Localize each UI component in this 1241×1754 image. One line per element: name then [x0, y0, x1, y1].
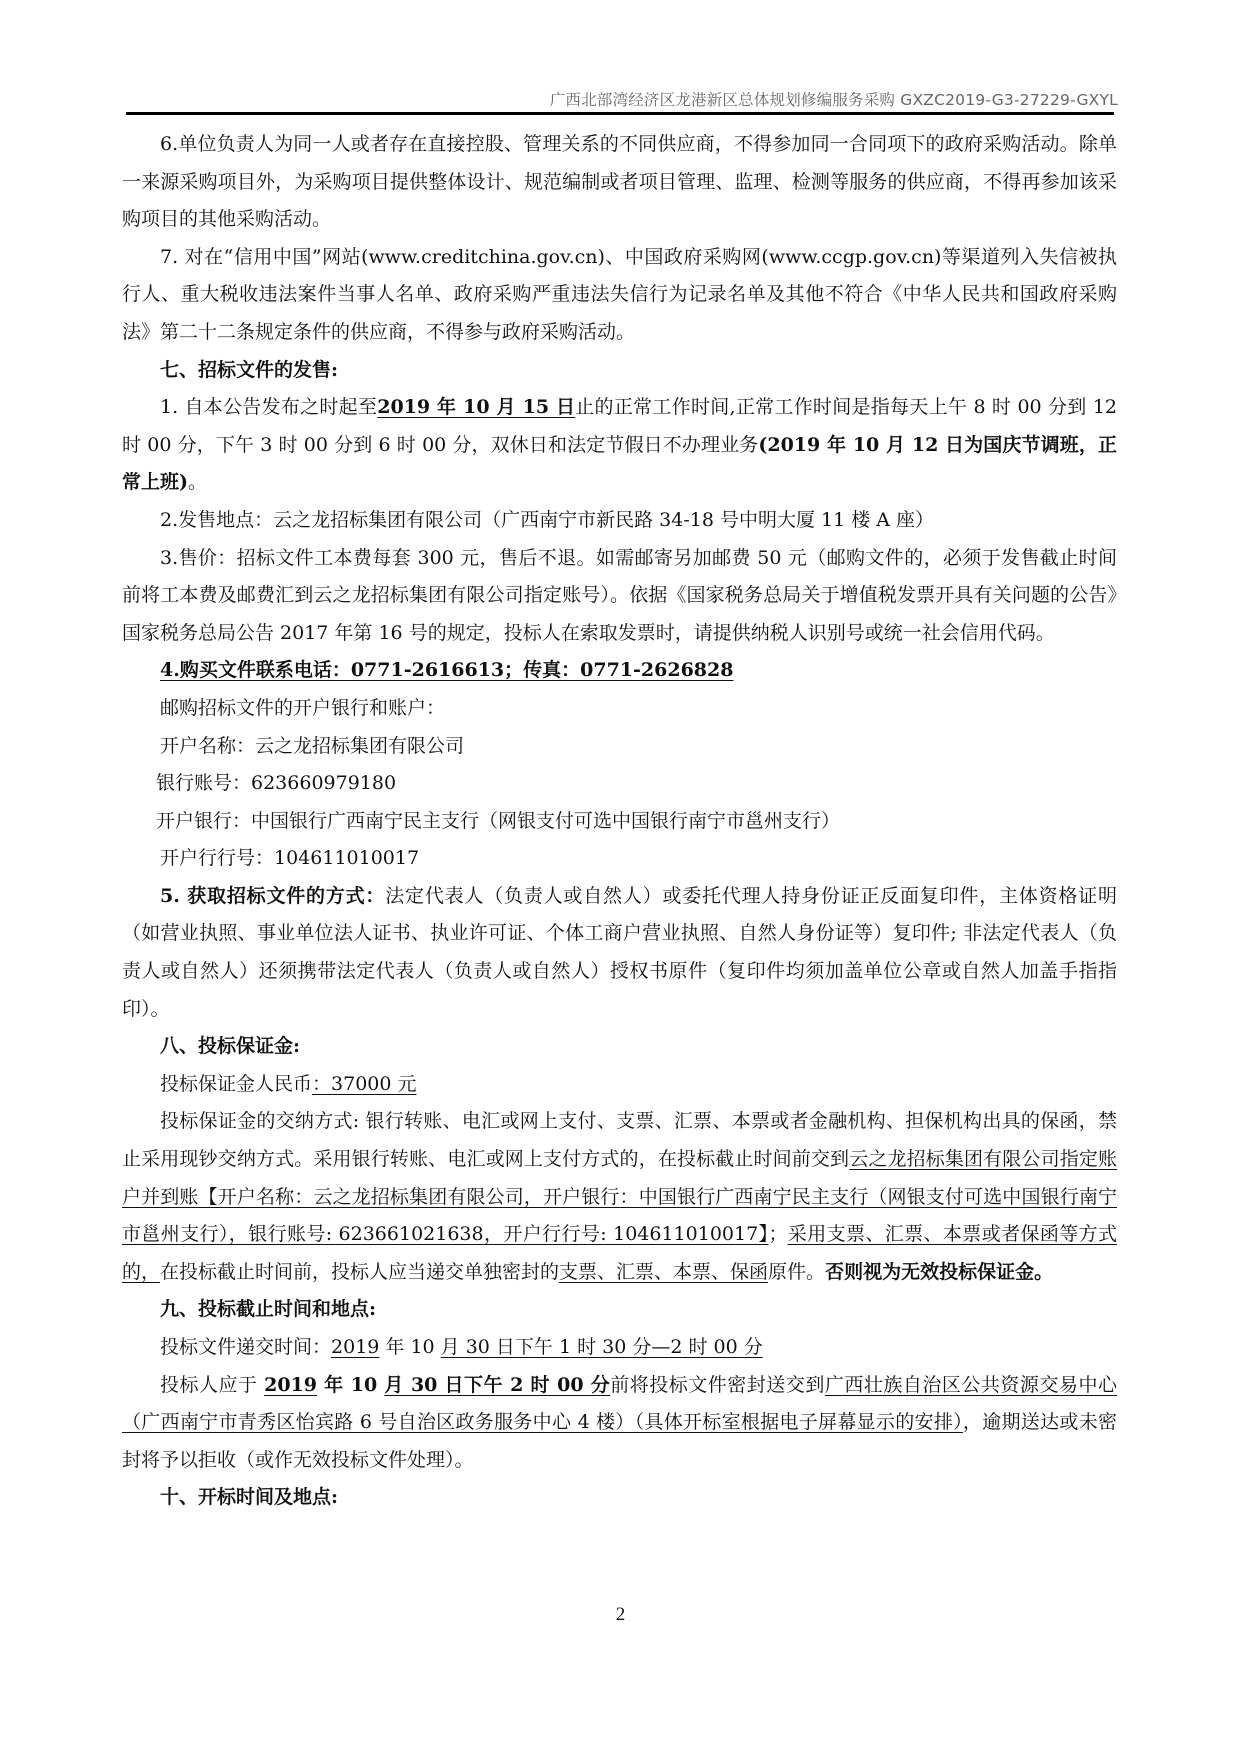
- deadline-location: 广西壮族自治区公共资源交易中心（广西南宁市青秀区怡宾路 6 号自治区政务服务中心 4 楼）（具体开标室根据电子屏幕显示的安排）: [122, 1373, 1117, 1434]
- deadline-year: 2019: [264, 1373, 317, 1396]
- account-number: 银行账号：623660979180: [156, 772, 397, 795]
- deposit-amount: [122, 1066, 1117, 1104]
- deadline-month: 年 10: [317, 1373, 385, 1396]
- mail-order-title: 邮购招标文件的开户银行和账户：: [160, 696, 446, 719]
- deadline-datetime: 月 30 日下午 2 时 00 分: [384, 1373, 611, 1396]
- deposit-text-a: 投标保证金的交纳方式: 银行转账、电汇或网上支付、支票、汇票、本票或者金融机构、担保机构出具的保函，禁止采用现钞交纳方式。采用银行转账、电汇或网上支付方式的，在投标截止时间前交到: [122, 1110, 1117, 1171]
- deposit-text-b: 在投标截止时间前，投标人应当递交单独密封的: [160, 1260, 560, 1283]
- deposit-text-c: 原件。: [768, 1260, 826, 1283]
- text-7-1-end: 。: [188, 471, 208, 494]
- deposit-payment-paragraph: [122, 1103, 1117, 1291]
- deposit-account-info: 云之龙招标集团有限公司指定账户并到账【开户名称：云之龙招标集团有限公司，开户银行：中国银行广西南宁民主支行（网银支付可选中国银行南宁市邕州支行），银行账号: 623661021638，开户行行号: 104611010017】: [122, 1148, 1117, 1246]
- deposit-invalid-warning: 否则视为无效投标保证金。: [825, 1260, 1054, 1283]
- paragraph-7-3: 3.售价：招标文件工本费每套 300 元，售后不退。如需邮寄另加邮费 50 元（邮购文件的，必须于发售截止时间前将工本费及邮费汇到云之龙招标集团有限公司指定账号）。依据《国家税务总局关于增值税发票开具有关问题的公告》国家税务总局公告 2017 年第 16 号的规定，投标人在索取发票时，请提供纳税人识别号或统一社会信用代码。: [122, 546, 1117, 644]
- paragraph-item-7: 7. 对在“信用中国”网站(www.creditchina.gov.cn)、中国政府采购网(www.ccgp.gov.cn)等渠道列入失信被执行人、重大税收违法案件当事人名单、政府采购严重违法失信行为记录名单及其他不符合《中华人民共和国政府采购法》第二十二条规定条件的供应商，不得参与政府采购活动。: [122, 245, 1117, 343]
- section-7-heading: 七、招标文件的发售:: [160, 358, 339, 381]
- submission-year: 2019: [331, 1336, 380, 1358]
- text-7-1-mid: 止的正常工作时间,正常工作时间是指每天上午 8 时 00 分到 12 时 00 分，下午 3 时 00 分到 6 时 00 分，双休日和法定节假日不办理业务: [122, 396, 1117, 456]
- account-name: 开户名称：云之龙招标集团有限公司: [160, 734, 465, 757]
- deadline-text-end: ，逾期送达或未密封将予以拒收（或作无效投标文件处理）。: [122, 1411, 1117, 1471]
- account-bank: 开户银行：中国银行广西南宁民主支行（网银支付可选中国银行南宁市邕州支行）: [156, 809, 841, 832]
- section-8-heading: 八、投标保证金:: [160, 1035, 301, 1058]
- submission-month: 年 10: [379, 1336, 441, 1358]
- text-7-5-body: 法定代表人（负责人或自然人）或委托代理人持身份证正反面复印件，主体资格证明（如营业执照、事业单位法人证书、执业许可证、个体工商户营业执照、自然人身份证等）复印件; 非法定代表人（负责人或自然人）还须携带法定代表人（负责人或自然人）授权书原件（复印件均须加盖单位公章或自然人加盖手指指印）。: [122, 884, 1117, 1020]
- section-9-heading: 九、投标截止时间和地点:: [160, 1298, 377, 1321]
- deposit-instrument-list: 支票、汇票、本票、保函: [559, 1260, 769, 1283]
- paragraph-7-5: [122, 878, 1117, 1028]
- paragraph-7-2: 2.发售地点：云之龙招标集团有限公司（广西南宁市新民路 34-18 号中明大厦 11 楼 A 座）: [160, 508, 935, 531]
- submission-time-label: 投标文件递交时间：: [160, 1336, 332, 1358]
- deadline-text-pre: 投标人应于: [160, 1373, 265, 1396]
- deposit-other-methods: 采用支票、汇票、本票或者保函等方式的，: [122, 1223, 1117, 1283]
- contact-phone-line: 4.购买文件联系电话：0771-2616613；传真：0771-2626828: [160, 659, 734, 682]
- deadline-paragraph: [122, 1367, 1117, 1480]
- deposit-semicolon: ；: [768, 1223, 788, 1246]
- text-7-1-pre: 1. 自本公告发布之时起至: [160, 396, 378, 419]
- holiday-note: (2019 年 10 月 12 日为国庆节调班，正常上班): [122, 433, 1118, 494]
- paragraph-7-4: [122, 652, 1117, 690]
- running-header-title: 广西北部湾经济区龙港新区总体规划修编服务采购 GXZC2019-G3-27229-GXYL: [549, 91, 1118, 109]
- deposit-amount-value: ：37000 元: [312, 1072, 417, 1095]
- document-body: [122, 126, 1117, 1517]
- submission-time-range: 月 30 日下午 1 时 30 分—2 时 00 分: [440, 1336, 763, 1358]
- header-divider: [126, 112, 1114, 115]
- account-bank-code: 开户行行号：104611010017: [160, 847, 420, 870]
- paragraph-item-6: 6.单位负责人为同一人或者存在直接控股、管理关系的不同供应商，不得参加同一合同项下的政府采购活动。除单一来源采购项目外，为采购项目提供整体设计、规范编制或者项目管理、监理、检测等服务的供应商，不得再参加该采购项目的其他采购活动。: [122, 133, 1117, 231]
- text-7-5-label: 5. 获取招标文件的方式：: [160, 884, 386, 907]
- section-10-heading: 十、开标时间及地点:: [160, 1486, 339, 1509]
- deadline-text-mid: 前将投标文件密封送交到: [610, 1373, 825, 1396]
- sale-end-date: 2019 年 10 月 15 日: [377, 396, 576, 419]
- submission-time: [122, 1329, 1117, 1367]
- deposit-amount-label: 投标保证金人民币: [160, 1072, 313, 1095]
- paragraph-7-1: [122, 389, 1117, 502]
- page-number: 2: [615, 1604, 626, 1625]
